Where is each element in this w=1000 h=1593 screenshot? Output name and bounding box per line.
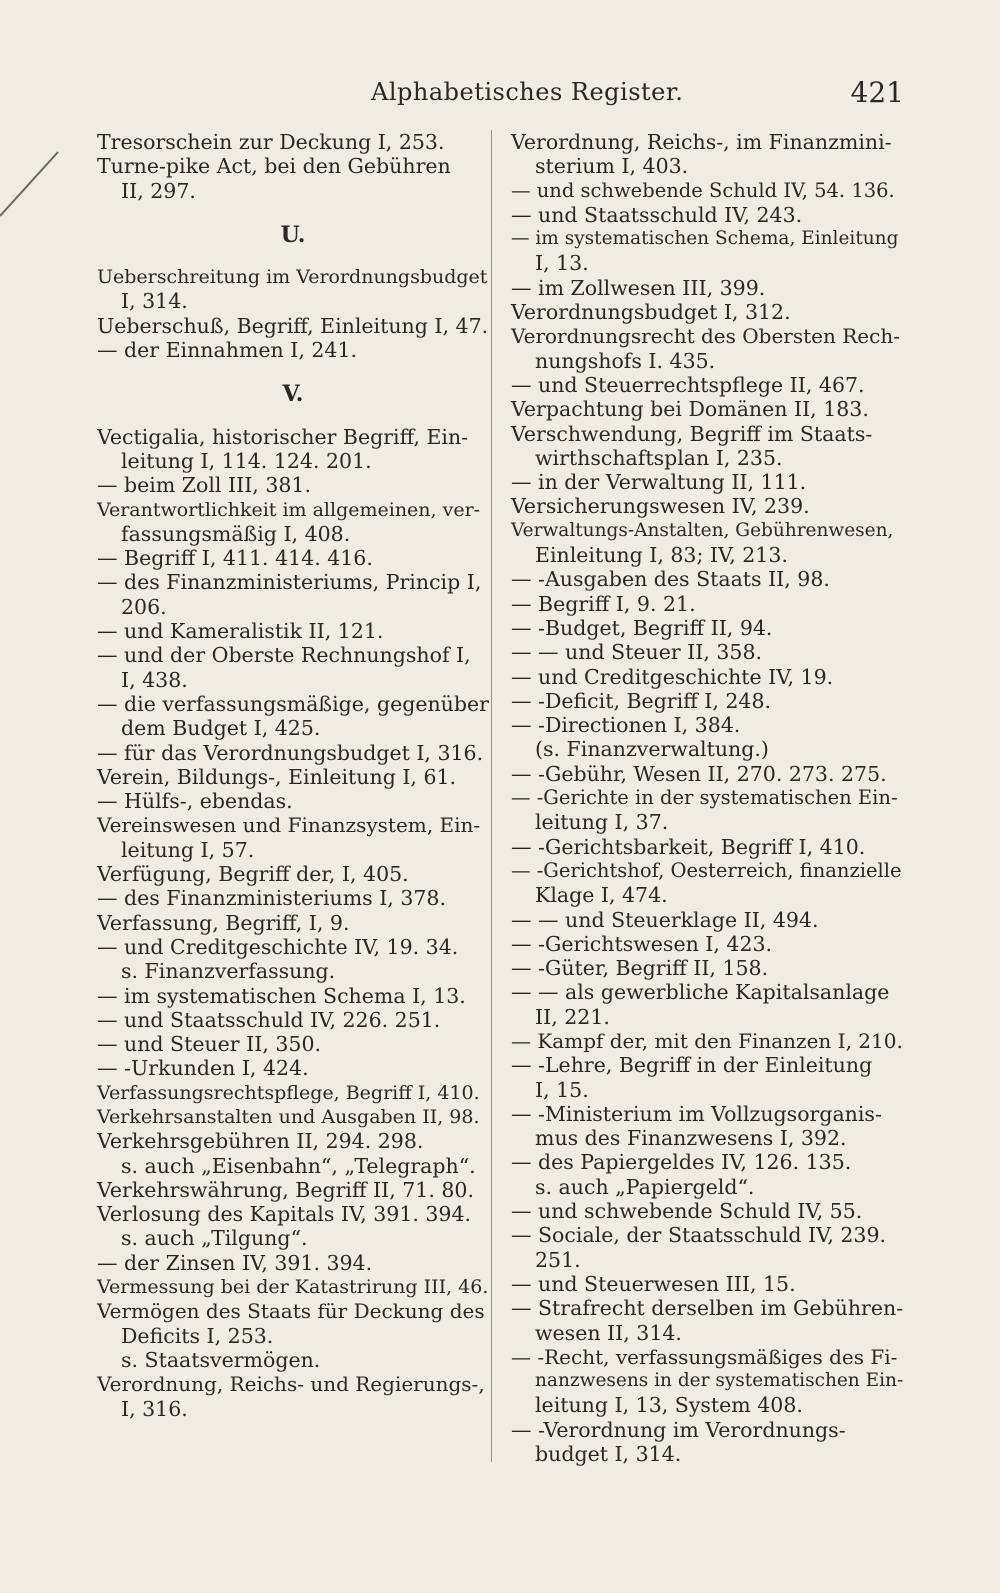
index-entry: — Sociale, der Staatsschuld IV, 239. (511, 1223, 887, 1248)
index-entry-continuation: I, 13. (535, 251, 589, 276)
index-entry: Verlosung des Kapitals IV, 391. 394. (97, 1202, 472, 1227)
column-divider (491, 130, 492, 1462)
index-entry-continuation: leitung I, 57. (121, 837, 255, 862)
index-entry: — und Creditgeschichte IV, 19. (511, 664, 834, 689)
index-entry: — -Directionen I, 384. (511, 713, 741, 738)
index-entry: — im Zollwesen III, 399. (511, 275, 766, 300)
index-entry: — die verfassungsmäßige, gegenüber (97, 691, 489, 716)
index-entry-continuation: s. Staatsvermögen. (121, 1347, 321, 1372)
page-number: 421 (850, 76, 904, 109)
index-entry-continuation: 251. (535, 1247, 581, 1272)
index-entry: — -Ministerium im Vollzugsorganis- (511, 1101, 882, 1126)
index-entry: — -Gebühr, Wesen II, 270. 273. 275. (511, 761, 887, 786)
index-entry-continuation: I, 15. (535, 1077, 589, 1102)
index-entry: — und Steuerrechtspflege II, 467. (511, 372, 865, 397)
index-entry: — im systematischen Schema, Einleitung (511, 228, 899, 250)
index-entry: — der Einnahmen I, 241. (97, 338, 358, 363)
index-entry: — -Gerichtswesen I, 423. (511, 931, 773, 956)
index-entry: — und der Oberste Rechnungshof I, (97, 643, 471, 668)
index-entry-continuation: 206. (121, 594, 167, 619)
index-column-left (97, 130, 489, 1421)
index-entry: — -Verordnung im Verordnungs- (511, 1417, 846, 1442)
page-header (96, 76, 904, 116)
index-entry: — des Papiergeldes IV, 126. 135. (511, 1150, 852, 1175)
index-entry: — -Gerichtshof, Oesterreich, finanzielle (511, 858, 902, 882)
index-entry: Vereinswesen und Finanzsystem, Ein- (97, 813, 481, 838)
section-letter: V. (282, 381, 304, 408)
index-entry-continuation: leitung I, 114. 124. 201. (121, 448, 372, 473)
index-entry: Ueberschreitung im Verordnungsbudget (97, 266, 488, 289)
index-entry: Verantwortlichkeit im allgemeinen, ver- (97, 498, 481, 521)
index-entry: — des Finanzministeriums I, 378. (97, 886, 446, 911)
index-entry: — -Budget, Begriff II, 94. (511, 615, 773, 640)
index-entry: — -Lehre, Begriff in der Einleitung (511, 1053, 873, 1078)
index-entry: Verschwendung, Begriff im Staats- (511, 421, 873, 446)
index-entry: Verordnung, Reichs-, im Finanzmini- (511, 130, 892, 154)
index-entry: — -Deficit, Begriff I, 248. (511, 688, 772, 713)
index-entry-continuation: wirthschaftsplan I, 235. (535, 445, 783, 470)
index-entry: — — und Steuerklage II, 494. (511, 907, 819, 932)
index-entry-continuation: leitung I, 37. (535, 810, 669, 835)
index-entry-continuation: I, 316. (121, 1396, 188, 1421)
index-entry: — — als gewerbliche Kapitalsanlage (511, 980, 890, 1005)
index-entry: — beim Zoll III, 381. (97, 473, 311, 498)
section-letter: U. (280, 221, 306, 248)
index-entry: — Begriff I, 9. 21. (511, 591, 696, 616)
index-entry-continuation: I, 314. (121, 289, 188, 314)
index-entry-continuation: Klage I, 474. (535, 883, 668, 908)
index-entry-continuation: I, 438. (121, 667, 188, 692)
index-entry: — Strafrecht derselben im Gebühren- (511, 1296, 904, 1321)
index-entry: Vermögen des Staats für Deckung des (97, 1299, 485, 1324)
index-entry: — — und Steuer II, 358. (511, 640, 763, 665)
index-entry: Verkehrsgebühren II, 294. 298. (97, 1129, 424, 1154)
index-entry: — -Gerichte in der systematischen Ein- (511, 786, 898, 810)
index-entry: — und schwebende Schuld IV, 55. (511, 1199, 863, 1224)
index-entry: — und Creditgeschichte IV, 19. 34. (97, 934, 459, 959)
index-entry: — -Gerichtsbarkeit, Begriff I, 410. (511, 834, 866, 859)
index-entry-continuation: nanzwesens in der systematischen Ein- (535, 1370, 904, 1392)
index-entry: Verwaltungs-Anstalten, Gebührenwesen, (511, 519, 894, 541)
index-entry-continuation: mus des Finanzwesens I, 392. (535, 1126, 847, 1151)
index-entry: Vectigalia, historischer Begriff, Ein- (97, 424, 469, 449)
index-entry-continuation: s. auch „Eisenbahn“, „Telegraph“. (121, 1153, 476, 1178)
index-entry: — und Staatsschuld IV, 226. 251. (97, 1007, 441, 1032)
index-entry: Vermessung bei der Katastrirung III, 46. (97, 1276, 489, 1299)
index-entry: — für das Verordnungsbudget I, 316. (97, 740, 484, 765)
index-entry-continuation: fassungsmäßig I, 408. (121, 521, 351, 546)
index-entry: Verordnung, Reichs- und Regierungs-, (97, 1372, 485, 1397)
index-entry-continuation: s. Finanzverfassung. (121, 959, 336, 984)
index-entry-continuation: II, 297. (121, 178, 196, 203)
index-column-right (511, 130, 903, 1466)
index-entry: — der Zinsen IV, 391. 394. (97, 1250, 373, 1275)
index-entry-continuation: II, 221. (535, 1004, 610, 1029)
index-entry: — -Güter, Begriff II, 158. (511, 956, 769, 981)
index-entry: — -Urkunden I, 424. (97, 1056, 309, 1081)
index-entry: Verfügung, Begriff der, I, 405. (97, 862, 409, 887)
index-entry: Verordnungsbudget I, 312. (511, 300, 791, 325)
index-entry-continuation: Deficits I, 253. (121, 1323, 274, 1348)
index-entry: — und Steuerwesen III, 15. (511, 1271, 796, 1296)
index-entry-continuation: (s. Finanzverwaltung.) (535, 737, 769, 762)
index-entry: — und Staatsschuld IV, 243. (511, 202, 803, 227)
index-entry-continuation: budget I, 314. (535, 1442, 682, 1467)
running-title: Alphabetisches Register. (371, 78, 684, 106)
index-entry: — in der Verwaltung II, 111. (511, 470, 807, 495)
index-entry-continuation: dem Budget I, 425. (121, 716, 321, 741)
index-entry-continuation: leitung I, 13, System 408. (535, 1393, 803, 1418)
index-entry-continuation: nungshofs I. 435. (535, 348, 716, 373)
index-entry: — -Recht, verfassungsmäßiges des Fi- (511, 1344, 898, 1369)
index-entry-continuation: wesen II, 314. (535, 1320, 682, 1345)
index-entry: — des Finanzministeriums, Princip I, (97, 570, 482, 595)
index-entry: — Hülfs-, ebendas. (97, 789, 293, 814)
index-entry: Verfassung, Begriff, I, 9. (97, 910, 350, 935)
index-entry-continuation: sterium I, 403. (535, 154, 689, 179)
index-entry-continuation: s. auch „Papiergeld“. (535, 1174, 755, 1199)
index-entry: Versicherungswesen IV, 239. (511, 494, 810, 519)
index-entry: Ueberschuß, Begriff, Einleitung I, 47. (97, 313, 489, 338)
index-entry: Verfassungsrechtspflege, Begriff I, 410. (97, 1081, 480, 1104)
index-entry: — Kampf der, mit den Finanzen I, 210. (511, 1028, 903, 1053)
index-entry: — im systematischen Schema I, 13. (97, 983, 466, 1008)
index-entry-continuation: s. auch „Tilgung“. (121, 1226, 308, 1251)
index-entry: Verpachtung bei Domänen II, 183. (511, 397, 869, 422)
index-entry: Turne-pike Act, bei den Gebühren (97, 154, 451, 179)
index-entry: Verein, Bildungs-, Einleitung I, 61. (97, 764, 457, 789)
index-entry: — und schwebende Schuld IV, 54. 136. (511, 178, 895, 202)
index-entry: — -Ausgaben des Staats II, 98. (511, 567, 830, 592)
index-entry: Verkehrswährung, Begriff II, 71. 80. (97, 1177, 474, 1202)
pencil-mark (0, 150, 68, 220)
index-entry-continuation: Einleitung I, 83; IV, 213. (535, 543, 788, 568)
index-entry: Tresorschein zur Deckung I, 253. (97, 130, 445, 154)
index-entry: — Begriff I, 411. 414. 416. (97, 546, 373, 571)
index-entry: Verkehrsanstalten und Ausgaben II, 98. (97, 1105, 480, 1128)
index-entry: — und Steuer II, 350. (97, 1032, 321, 1057)
index-entry: Verordnungsrecht des Obersten Rech- (511, 324, 900, 349)
index-entry: — und Kameralistik II, 121. (97, 619, 384, 644)
